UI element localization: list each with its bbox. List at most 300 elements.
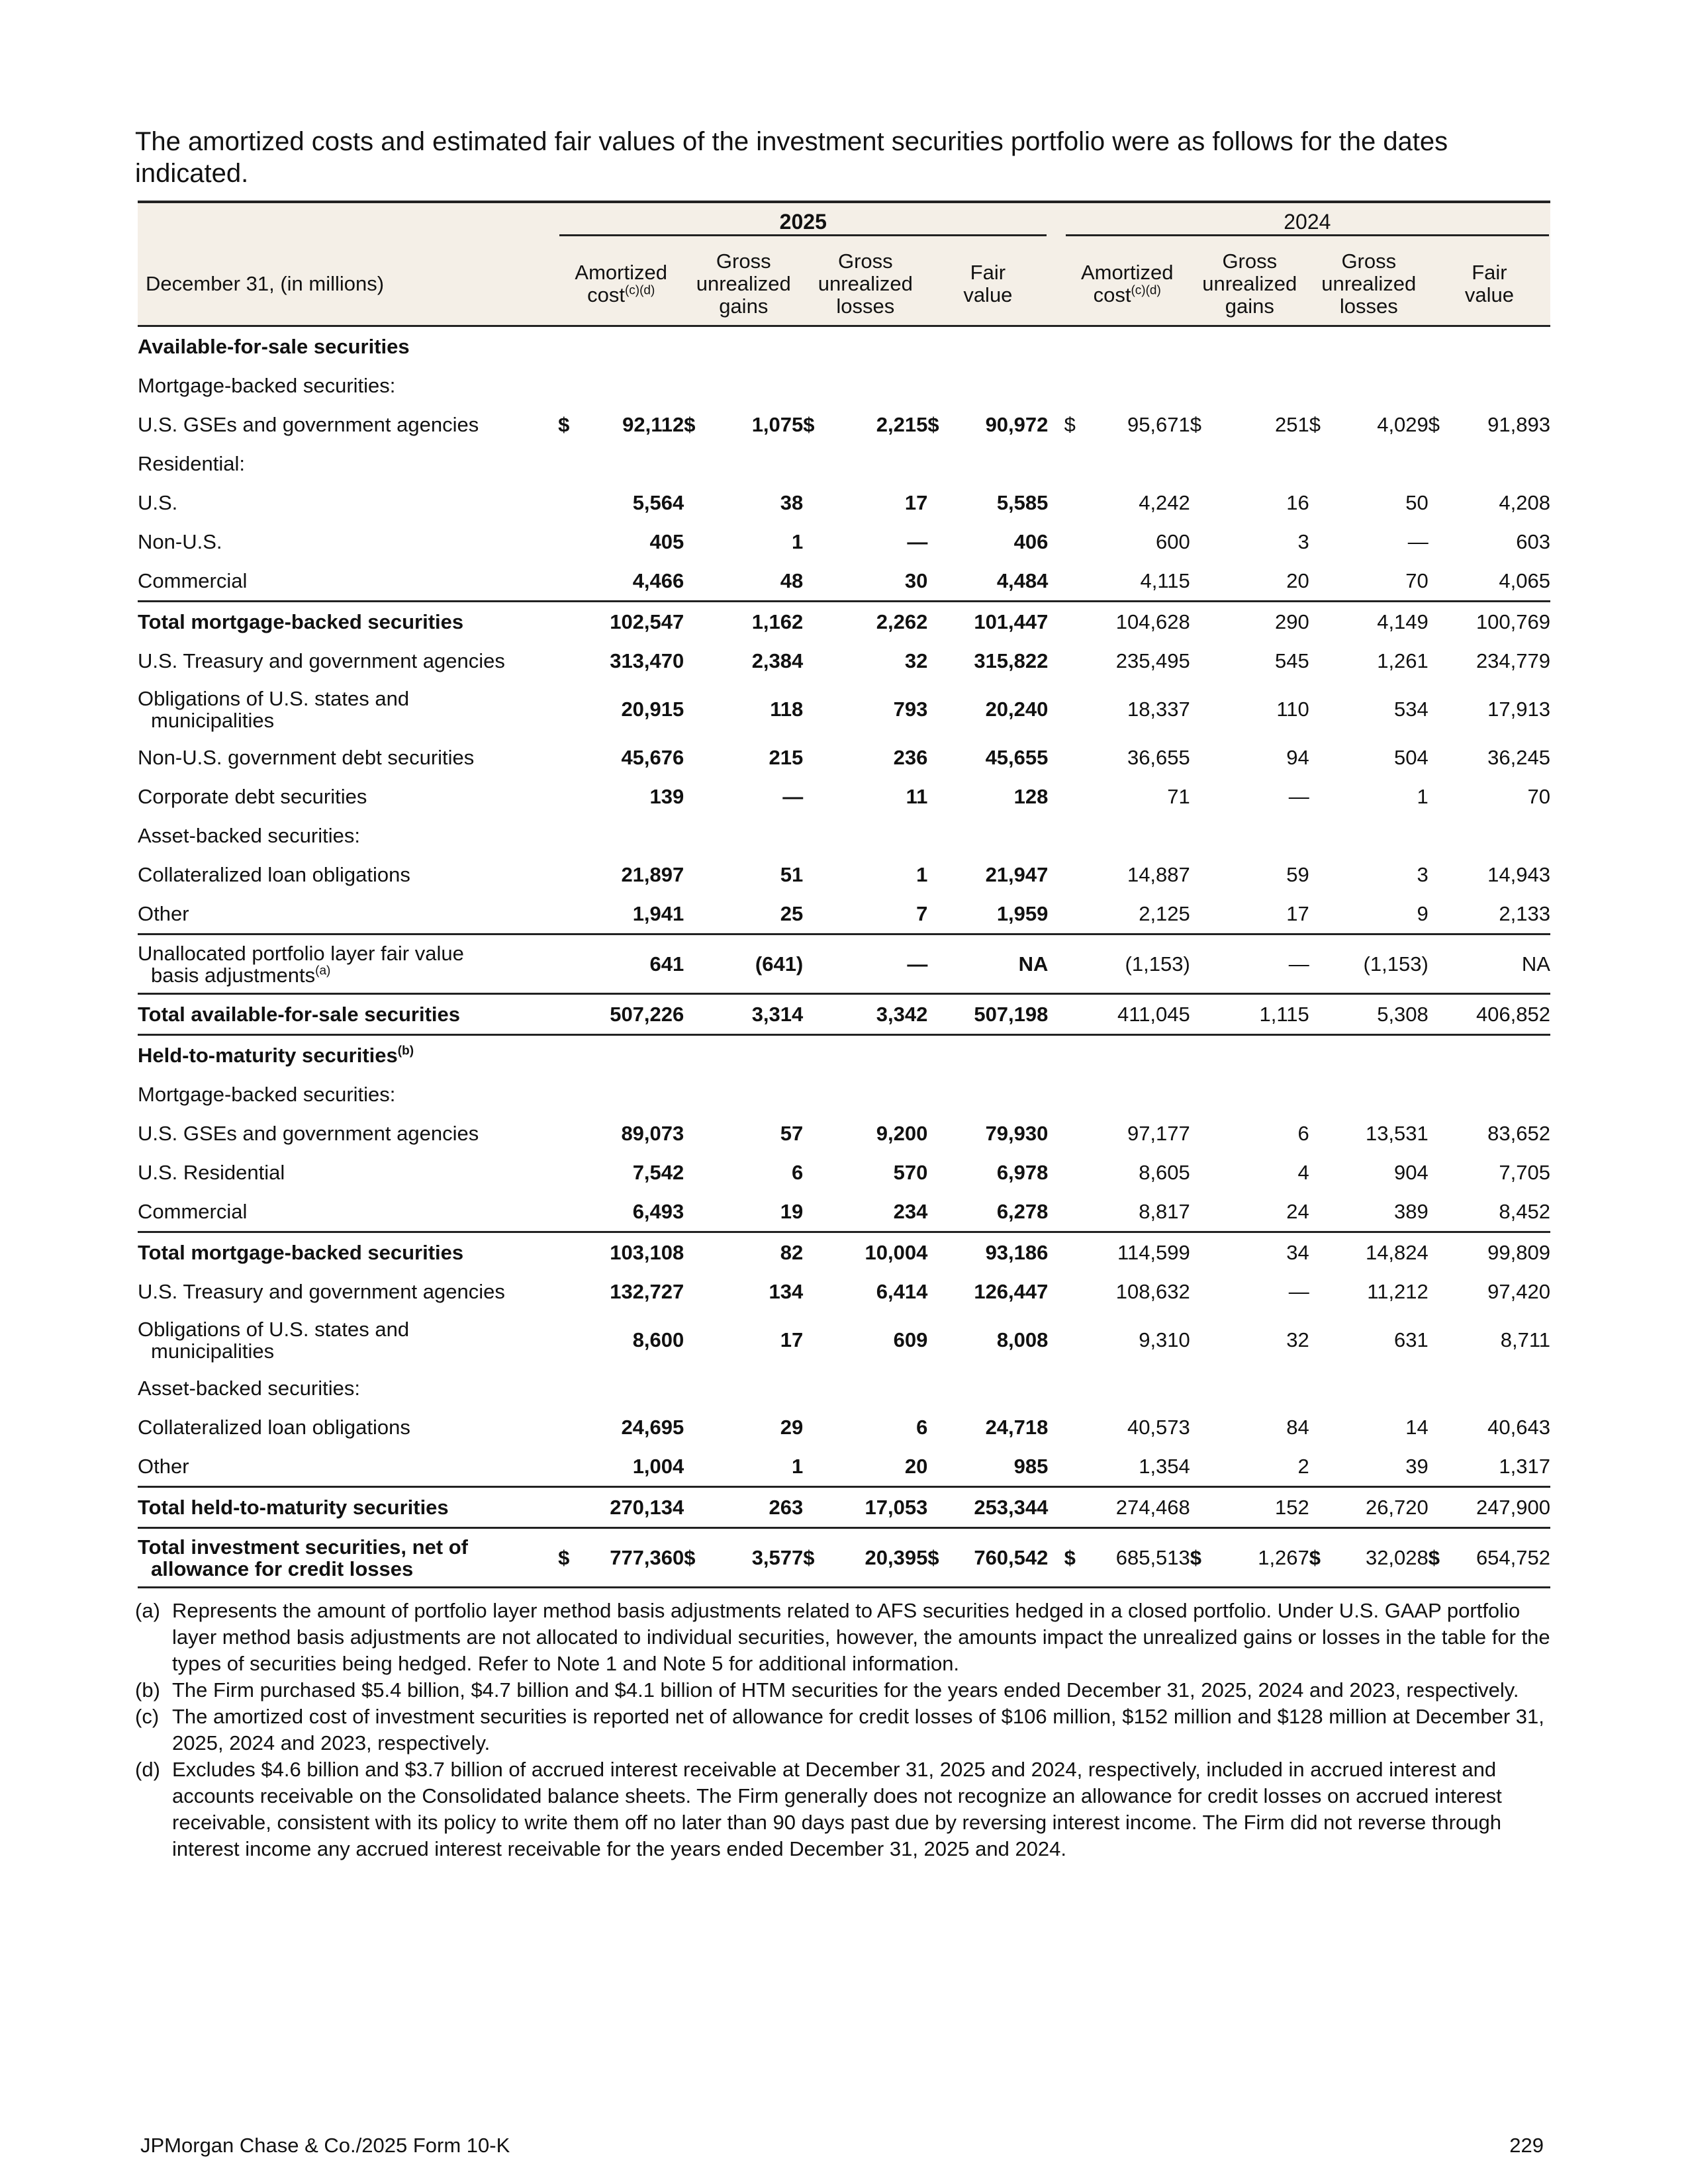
currency-cell xyxy=(684,738,706,777)
currency-cell xyxy=(1429,1408,1451,1447)
value-cell: 79,930 xyxy=(985,1121,1049,1145)
value-cell: 16 xyxy=(1286,490,1309,514)
value-cell: 20 xyxy=(904,1454,928,1478)
value-cell: 406,852 xyxy=(1451,994,1550,1035)
row-label-text: Available-for-sale securities xyxy=(138,334,410,358)
value-cell: 8,452 xyxy=(1499,1199,1550,1223)
value-cell: 7 xyxy=(916,901,928,925)
value-cell: 6 xyxy=(1297,1121,1309,1145)
currency-cell xyxy=(684,326,706,367)
value-cell xyxy=(1332,366,1429,405)
intro-text: The amortized costs and estimated fair values of the investment securities portfolio were as follows for the dates indicated. xyxy=(135,127,1448,188)
value-cell: 132,727 xyxy=(610,1279,684,1303)
value-cell: 2 xyxy=(1297,1454,1309,1478)
currency-cell xyxy=(1064,522,1087,561)
value-cell: 236 xyxy=(893,745,928,769)
currency-cell xyxy=(1190,994,1213,1035)
row-label-text: Held-to-maturity securities xyxy=(138,1043,398,1067)
value-cell: 83,652 xyxy=(1487,1121,1550,1145)
currency-cell xyxy=(1064,894,1087,934)
value-cell xyxy=(1332,1369,1429,1408)
value-cell xyxy=(1451,1369,1550,1408)
currency-cell xyxy=(1309,326,1332,367)
value-cell xyxy=(1332,1075,1429,1114)
value-cell: — xyxy=(782,784,804,808)
currency-cell xyxy=(1309,1114,1332,1153)
value-cell: 14,824 xyxy=(1332,1232,1429,1273)
value-cell: 1,959 xyxy=(996,901,1049,925)
value-cell xyxy=(951,1035,1049,1075)
row-label xyxy=(138,738,558,777)
value-cell: 5,564 xyxy=(632,490,684,514)
currency-cell xyxy=(684,522,706,561)
currency-cell xyxy=(1429,522,1451,561)
row-label xyxy=(138,894,558,934)
row-label-text: Non-U.S. xyxy=(138,529,222,553)
currency-cell xyxy=(1190,602,1213,642)
currency-cell: $ xyxy=(1309,412,1321,436)
value-cell xyxy=(707,816,804,855)
currency-cell xyxy=(1429,1311,1451,1369)
value-cell: 32,028 xyxy=(1332,1528,1429,1588)
row-label-text: Total mortgage-backed securities xyxy=(138,1240,464,1264)
currency-cell xyxy=(1190,738,1213,777)
footnote-text: Excludes $4.6 billion and $3.7 billion of accrued interest receivable at December 31, 2025 and 2024, respectively, included in accrued interest and accounts receivable on the Consolidated balance sheets. The Firm generally does not recognize an allowance for credit losses on accrued interest receivable, consistent with its policy to write them off no later than 90 days past due by reversing interest income. The Firm did not reverse through interest income any accrued interest receivable for the years ended December 31, 2025 and 2024. xyxy=(172,1758,1502,1860)
currency-cell xyxy=(927,444,950,483)
currency-cell xyxy=(1064,326,1087,367)
currency-cell xyxy=(803,561,825,602)
value-cell: 609 xyxy=(893,1328,928,1351)
currency-cell xyxy=(558,483,581,522)
currency-cell xyxy=(1309,738,1332,777)
row-label xyxy=(138,1408,558,1447)
value-cell: NA xyxy=(1451,934,1550,994)
table-row xyxy=(138,1311,1550,1369)
currency-cell xyxy=(1190,1272,1213,1311)
value-cell: 6 xyxy=(792,1160,804,1184)
value-cell: 24,695 xyxy=(621,1415,684,1439)
row-label-text: Collateralized loan obligations xyxy=(138,862,410,886)
currency-cell xyxy=(1190,1075,1213,1114)
value-cell: 8,711 xyxy=(1500,1328,1550,1351)
currency-cell xyxy=(1309,1232,1332,1273)
value-cell xyxy=(1332,444,1429,483)
currency-cell xyxy=(803,1272,825,1311)
value-cell xyxy=(581,444,684,483)
value-cell: 21,947 xyxy=(985,862,1049,886)
value-cell: 134 xyxy=(769,1279,804,1303)
row-label xyxy=(138,1447,558,1487)
row-label-line1: Total investment securities, net of xyxy=(138,1535,468,1559)
row-label xyxy=(138,1311,558,1369)
value-cell xyxy=(1213,444,1309,483)
currency-cell xyxy=(1064,444,1087,483)
value-cell: 545 xyxy=(1275,649,1309,672)
value-cell xyxy=(581,1075,684,1114)
value-cell: 9,200 xyxy=(876,1121,928,1145)
currency-cell xyxy=(558,522,581,561)
value-cell: 6,414 xyxy=(876,1279,928,1303)
value-cell: 685,513 xyxy=(1087,1528,1190,1588)
value-cell xyxy=(581,366,684,405)
value-cell: 3 xyxy=(1297,529,1309,553)
row-label xyxy=(138,994,558,1035)
currency-cell xyxy=(1309,894,1332,934)
value-cell: 405 xyxy=(649,529,684,553)
currency-cell xyxy=(1429,1153,1451,1192)
currency-cell: $ xyxy=(927,412,939,436)
table-row xyxy=(138,1272,1550,1311)
row-label xyxy=(138,680,558,738)
value-cell: 4,242 xyxy=(1139,490,1190,514)
value-cell xyxy=(826,816,928,855)
currency-cell xyxy=(684,1114,706,1153)
currency-cell xyxy=(558,1369,581,1408)
value-cell: 92,112 xyxy=(622,412,684,436)
currency-cell xyxy=(1429,934,1451,994)
value-cell: 97,177 xyxy=(1127,1121,1190,1145)
value-cell: 126,447 xyxy=(974,1279,1049,1303)
currency-cell xyxy=(684,483,706,522)
currency-cell xyxy=(1064,680,1087,738)
currency-cell xyxy=(558,894,581,934)
value-cell: 20,240 xyxy=(985,697,1049,721)
value-cell: 5,308 xyxy=(1332,994,1429,1035)
row-label xyxy=(138,522,558,561)
currency-cell xyxy=(927,855,950,894)
table-row xyxy=(138,934,1550,994)
currency-cell xyxy=(1429,855,1451,894)
value-cell xyxy=(1451,444,1550,483)
currency-cell xyxy=(927,1408,950,1447)
currency-cell xyxy=(558,1075,581,1114)
row-label-line1: Unallocated portfolio layer fair value xyxy=(138,941,464,965)
footnote-text: The amortized cost of investment securities is reported net of allowance for credit losses of $106 million, $152 million and $128 million at December 31, 2025, 2024 and 2023, respectively. xyxy=(172,1705,1544,1754)
currency-cell: $ xyxy=(1064,412,1076,436)
row-label xyxy=(138,483,558,522)
value-cell: 38 xyxy=(780,490,804,514)
value-cell: 32 xyxy=(904,649,928,672)
value-cell: 9 xyxy=(1417,901,1429,925)
row-label-text: U.S. Treasury and government agencies xyxy=(138,649,505,672)
currency-cell: $ xyxy=(803,412,815,436)
currency-cell xyxy=(1190,326,1213,367)
currency-cell xyxy=(803,1075,825,1114)
currency-cell xyxy=(1429,1192,1451,1232)
currency-cell xyxy=(927,522,950,561)
row-label-text: U.S. xyxy=(138,490,178,514)
currency-cell xyxy=(558,738,581,777)
value-cell: 59 xyxy=(1286,862,1309,886)
table-row xyxy=(138,894,1550,934)
row-label xyxy=(138,602,558,642)
table-row xyxy=(138,1153,1550,1192)
value-cell: 4,208 xyxy=(1499,490,1550,514)
currency-cell xyxy=(1190,1369,1213,1408)
currency-cell xyxy=(927,326,950,367)
value-cell: 2,125 xyxy=(1139,901,1190,925)
value-cell: 17 xyxy=(780,1328,804,1351)
value-cell: 18,337 xyxy=(1127,697,1190,721)
year-gap xyxy=(1048,405,1064,444)
table-row xyxy=(138,816,1550,855)
value-cell: 14,887 xyxy=(1127,862,1190,886)
currency-cell xyxy=(927,994,950,1035)
value-cell: 6,493 xyxy=(632,1199,684,1223)
value-cell: 1,261 xyxy=(1377,649,1429,672)
currency-cell xyxy=(684,1192,706,1232)
currency-cell xyxy=(558,1035,581,1075)
value-cell: 94 xyxy=(1286,745,1309,769)
currency-cell xyxy=(927,1369,950,1408)
year-gap xyxy=(1048,1447,1064,1487)
currency-cell xyxy=(1429,994,1451,1035)
currency-cell xyxy=(803,483,825,522)
value-cell: 315,822 xyxy=(974,649,1049,672)
currency-cell xyxy=(1064,934,1087,994)
footnote-item xyxy=(135,1677,1552,1704)
currency-cell xyxy=(1309,934,1332,994)
currency-cell xyxy=(558,641,581,680)
value-cell xyxy=(951,1369,1049,1408)
value-cell: 24,718 xyxy=(985,1415,1049,1439)
row-label xyxy=(138,326,558,367)
currency-cell xyxy=(1064,366,1087,405)
value-cell xyxy=(1213,816,1309,855)
value-cell: 50 xyxy=(1405,490,1429,514)
currency-cell xyxy=(1190,1487,1213,1528)
value-cell: 904 xyxy=(1394,1160,1429,1184)
table-row xyxy=(138,1528,1550,1588)
currency-cell xyxy=(927,1232,950,1273)
value-cell xyxy=(1087,816,1190,855)
fair-value-header-2025: Fair value xyxy=(927,243,1048,326)
currency-cell xyxy=(1064,1075,1087,1114)
year-gap xyxy=(1048,522,1064,561)
currency-cell xyxy=(684,641,706,680)
value-cell: 1 xyxy=(916,862,928,886)
row-label-text: Mortgage-backed securities: xyxy=(138,373,396,397)
table-row xyxy=(138,444,1550,483)
currency-cell xyxy=(684,1487,706,1528)
value-cell: 3,577 xyxy=(707,1528,804,1588)
year-gap xyxy=(1048,1192,1064,1232)
value-cell xyxy=(707,444,804,483)
currency-cell xyxy=(927,561,950,602)
currency-cell xyxy=(1190,777,1213,816)
currency-cell xyxy=(558,680,581,738)
value-cell: 17,053 xyxy=(826,1487,928,1528)
row-label xyxy=(138,1035,558,1075)
value-cell xyxy=(1451,816,1550,855)
currency-cell xyxy=(927,1447,950,1487)
currency-cell xyxy=(1429,641,1451,680)
currency-cell xyxy=(1190,894,1213,934)
table-row xyxy=(138,680,1550,738)
currency-cell xyxy=(558,1447,581,1487)
currency-cell xyxy=(803,994,825,1035)
currency-cell xyxy=(803,1192,825,1232)
year-gap xyxy=(1048,994,1064,1035)
table-row xyxy=(138,405,1550,444)
row-label-line1: Obligations of U.S. states and xyxy=(138,686,410,710)
value-cell: 1 xyxy=(792,529,804,553)
row-label-text: Other xyxy=(138,1454,189,1478)
currency-cell xyxy=(1064,1311,1087,1369)
currency-cell xyxy=(927,738,950,777)
currency-cell xyxy=(558,444,581,483)
currency-cell xyxy=(684,934,706,994)
row-label-text: Other xyxy=(138,901,189,925)
value-cell: 11 xyxy=(906,784,928,808)
currency-cell xyxy=(1309,855,1332,894)
currency-cell xyxy=(558,602,581,642)
value-cell: 139 xyxy=(649,784,684,808)
value-cell: 84 xyxy=(1286,1415,1309,1439)
row-label-line2: municipalities xyxy=(151,708,275,732)
currency-cell xyxy=(1064,777,1087,816)
row-label xyxy=(138,816,558,855)
value-cell xyxy=(581,1369,684,1408)
value-cell: 6,978 xyxy=(996,1160,1049,1184)
row-label-line1: Obligations of U.S. states and xyxy=(138,1317,410,1341)
value-cell: 234 xyxy=(893,1199,928,1223)
value-cell xyxy=(1451,366,1550,405)
year-gap xyxy=(1048,1369,1064,1408)
currency-cell xyxy=(1064,1408,1087,1447)
currency-cell xyxy=(1190,1153,1213,1192)
value-cell: 3,314 xyxy=(707,994,804,1035)
currency-cell xyxy=(1190,366,1213,405)
value-cell: — xyxy=(1288,1279,1309,1303)
value-cell xyxy=(826,1035,928,1075)
currency-cell xyxy=(1309,366,1332,405)
table-row xyxy=(138,1035,1550,1075)
table-row xyxy=(138,561,1550,602)
currency-cell xyxy=(1064,1232,1087,1273)
table-row xyxy=(138,522,1550,561)
value-cell: 6 xyxy=(916,1415,928,1439)
value-cell: 1,267 xyxy=(1213,1528,1309,1588)
currency-cell xyxy=(1190,816,1213,855)
value-cell: 14,943 xyxy=(1487,862,1550,886)
value-cell: 760,542 xyxy=(951,1528,1049,1588)
losses-header-2024: Gross unrealized losses xyxy=(1309,243,1429,326)
currency-cell: $ xyxy=(558,412,570,436)
value-cell xyxy=(1087,1369,1190,1408)
value-cell: 13,531 xyxy=(1365,1121,1429,1145)
currency-cell xyxy=(927,483,950,522)
row-label-text: Asset-backed securities: xyxy=(138,1376,360,1400)
value-cell: 110 xyxy=(1276,697,1309,721)
value-cell: 1,004 xyxy=(632,1454,684,1478)
currency-cell xyxy=(1309,1192,1332,1232)
currency-cell xyxy=(684,1272,706,1311)
currency-cell xyxy=(1309,1035,1332,1075)
currency-cell xyxy=(927,1075,950,1114)
value-cell: — xyxy=(826,934,928,994)
value-cell: 152 xyxy=(1213,1487,1309,1528)
currency-cell xyxy=(1309,1075,1332,1114)
value-cell: 57 xyxy=(780,1121,804,1145)
currency-cell: $ xyxy=(1064,1528,1087,1588)
currency-cell xyxy=(1064,483,1087,522)
value-cell xyxy=(707,1035,804,1075)
row-label xyxy=(138,405,558,444)
year-gap xyxy=(1048,1035,1064,1075)
value-cell: 89,073 xyxy=(621,1121,684,1145)
row-label xyxy=(138,1369,558,1408)
row-label xyxy=(138,1075,558,1114)
value-cell: 4,466 xyxy=(632,569,684,592)
year-gap xyxy=(1048,738,1064,777)
currency-cell xyxy=(1429,366,1451,405)
value-cell: 14 xyxy=(1405,1415,1429,1439)
currency-cell xyxy=(1190,1311,1213,1369)
value-cell: 247,900 xyxy=(1451,1487,1550,1528)
currency-cell xyxy=(803,1447,825,1487)
value-cell: 25 xyxy=(780,901,804,925)
currency-cell xyxy=(1064,1272,1087,1311)
currency-cell xyxy=(1429,326,1451,367)
year-gap xyxy=(1048,444,1064,483)
value-cell: 128 xyxy=(1013,784,1049,808)
value-cell: 90,972 xyxy=(985,412,1049,436)
value-cell: 4,149 xyxy=(1332,602,1429,642)
value-cell: 8,008 xyxy=(996,1328,1049,1351)
currency-cell xyxy=(684,1035,706,1075)
row-label-text: Asset-backed securities: xyxy=(138,823,360,847)
value-cell: 93,186 xyxy=(951,1232,1049,1273)
year-gap xyxy=(1048,326,1064,367)
row-label-text: U.S. GSEs and government agencies xyxy=(138,412,479,436)
value-cell: 504 xyxy=(1394,745,1429,769)
currency-cell xyxy=(1309,483,1332,522)
currency-cell xyxy=(803,1408,825,1447)
year-gap xyxy=(1048,1153,1064,1192)
value-cell: 20,395 xyxy=(826,1528,928,1588)
currency-cell xyxy=(1309,1487,1332,1528)
value-cell xyxy=(1213,1369,1309,1408)
currency-cell xyxy=(1429,1114,1451,1153)
currency-cell xyxy=(1190,483,1213,522)
currency-cell xyxy=(803,1487,825,1528)
currency-cell xyxy=(803,777,825,816)
value-cell xyxy=(1451,1035,1550,1075)
value-cell xyxy=(951,816,1049,855)
currency-cell xyxy=(1064,1035,1087,1075)
currency-cell xyxy=(927,1114,950,1153)
table-row xyxy=(138,1114,1550,1153)
gains-header-2024: Gross unrealized gains xyxy=(1190,243,1309,326)
table-row xyxy=(138,1408,1550,1447)
currency-cell xyxy=(1429,602,1451,642)
value-cell xyxy=(1087,444,1190,483)
fair-value-header-2024: Fair value xyxy=(1429,243,1550,326)
currency-cell xyxy=(558,1408,581,1447)
currency-cell xyxy=(558,994,581,1035)
value-cell: 45,655 xyxy=(985,745,1049,769)
value-cell xyxy=(951,366,1049,405)
value-cell: 40,643 xyxy=(1487,1415,1550,1439)
currency-cell xyxy=(803,1232,825,1273)
year-gap xyxy=(1048,1408,1064,1447)
footnote-item xyxy=(135,1704,1552,1756)
value-cell: 3,342 xyxy=(826,994,928,1035)
value-cell xyxy=(707,1075,804,1114)
value-cell: 1,941 xyxy=(632,901,684,925)
value-cell: 34 xyxy=(1213,1232,1309,1273)
